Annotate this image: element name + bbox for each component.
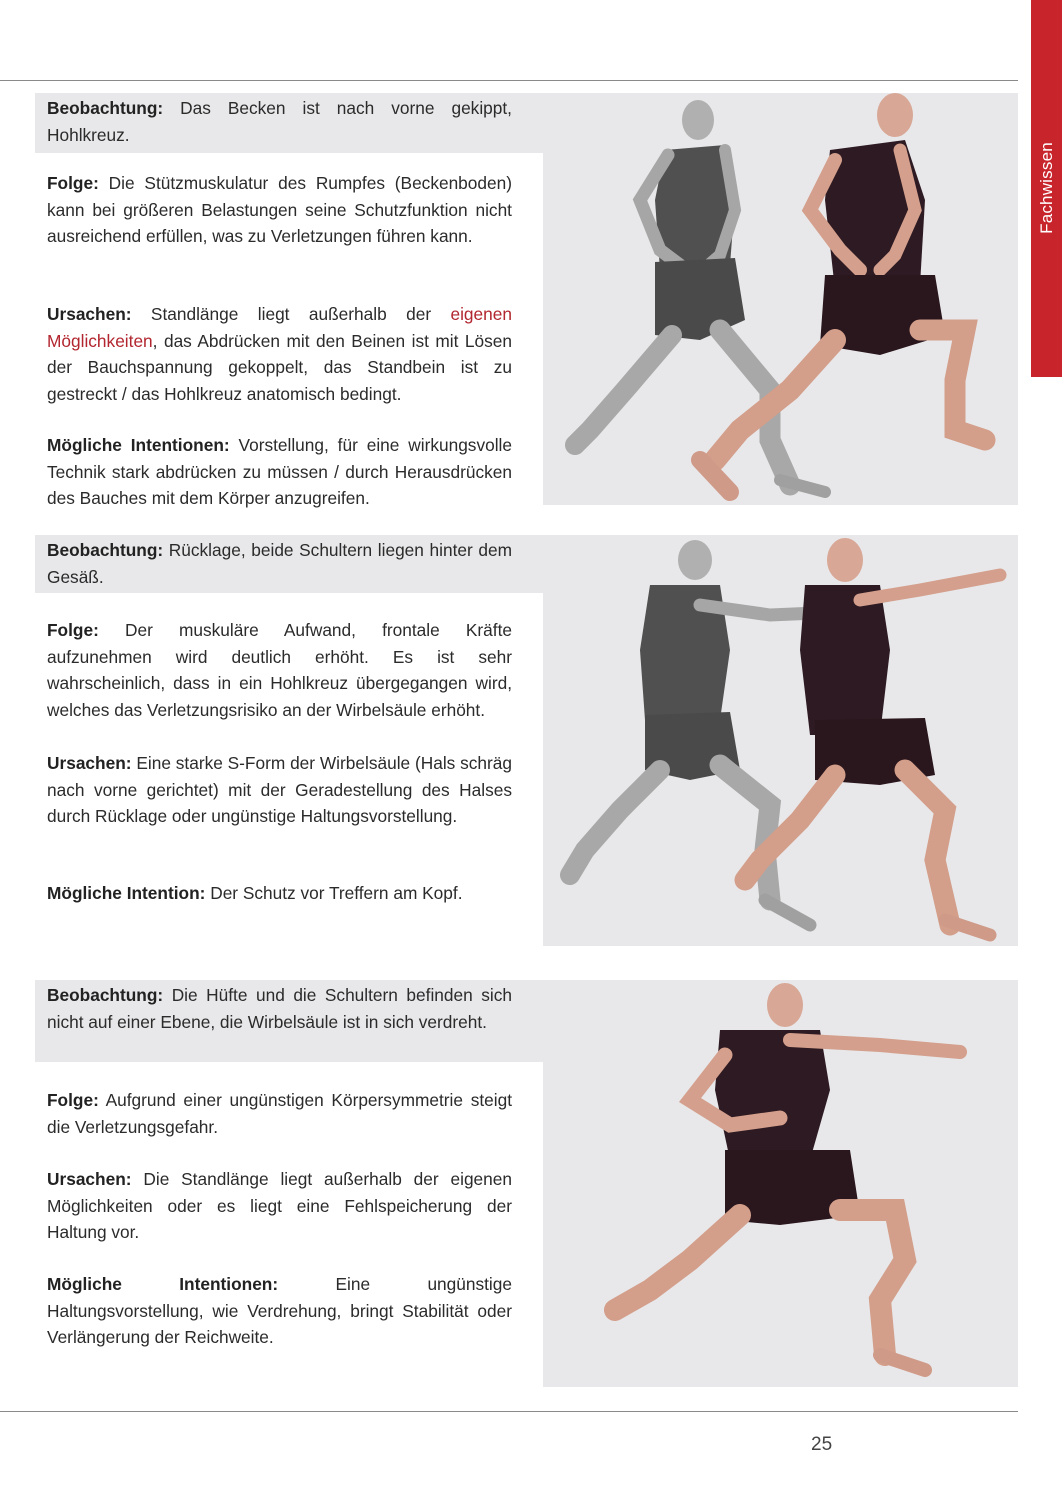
consequence-2-text: Der muskuläre Aufwand, frontale Kräfte aufzunehmen wird deutlich erhöht. Es ist sehr wahrscheinlich, dass in ein Hohlkreuz übergegangen wird, welches das Verletzungsrisiko an der Wirbelsäule erhöht.	[47, 620, 512, 720]
consequence-2-label: Folge:	[47, 620, 99, 640]
page-number: 25	[811, 1434, 833, 1455]
intentions-3	[47, 1271, 512, 1351]
intentions-2-text: Der Schutz vor Treffern am Kopf.	[205, 883, 463, 903]
causes-3-text: Die Standlänge liegt außerhalb der eigenen Möglichkeiten oder es liegt eine Fehlspeicherung der Haltung vor.	[47, 1169, 512, 1242]
consequence-3-label: Folge:	[47, 1090, 99, 1110]
observation-1	[47, 95, 512, 148]
observation-3	[47, 982, 512, 1035]
causes-1-text-before: Standlänge liegt außerhalb der	[131, 304, 451, 324]
intentions-1-text: Vorstellung, für eine wirkungsvolle Technik stark abdrücken zu müssen / durch Herausdrücken des Bauches mit dem Körper anzugreifen.	[47, 435, 512, 508]
chapter-tab-label: Fachwissen	[1036, 142, 1056, 234]
intentions-1-label: Mögliche Intentionen:	[47, 435, 230, 455]
photo-panel-1	[543, 93, 1018, 505]
causes-1-text-after: , das Abdrücken mit den Beinen ist mit Lösen der Bauchspannung gekoppelt, das Standbein ist zu gestreckt / das Hohlkreuz anatomisch bedingt.	[47, 330, 512, 404]
intentions-2-label: Mögliche Intention:	[47, 883, 206, 903]
photo-panel-3	[543, 980, 1018, 1387]
causes-1	[47, 301, 512, 407]
observation-2-label: Beobachtung:	[47, 540, 164, 560]
top-rule	[0, 80, 1018, 81]
observation-1-text: Das Becken ist nach vorne gekippt, Hohlkreuz.	[47, 98, 512, 145]
observation-1-label: Beobachtung:	[47, 98, 164, 118]
bottom-rule	[0, 1411, 1018, 1412]
observation-3-label: Beobachtung:	[47, 985, 164, 1005]
consequence-1-text: Die Stützmuskulatur des Rumpfes (Beckenboden) kann bei größeren Belastungen seine Schutzfunktion nicht ausreichend erfüllen, was zu Verletzungen führen kann.	[47, 173, 512, 246]
chapter-tab	[1031, 0, 1062, 377]
observation-2	[47, 537, 512, 590]
causes-1-label: Ursachen:	[47, 304, 132, 324]
observation-3-text: Die Hüfte und die Schultern befinden sich nicht auf einer Ebene, die Wirbelsäule ist in sich verdreht.	[47, 985, 512, 1032]
causes-2	[47, 750, 512, 830]
causes-2-label: Ursachen:	[47, 753, 132, 773]
consequence-1	[47, 170, 512, 250]
intentions-3-label: Mögliche Intentionen:	[47, 1274, 279, 1294]
intentions-1	[47, 432, 512, 512]
causes-2-text: Eine starke S-Form der Wirbelsäule (Hals schräg nach vorne gerichtet) mit der Geradestellung des Halses durch Rücklage oder ungünstige Haltungsvorstellung.	[47, 753, 512, 826]
intentions-3-text: Eine ungünstige Haltungsvorstellung, wie Verdrehung, bringt Stabilität oder Verlängerung der Reichweite.	[47, 1274, 512, 1347]
causes-3-label: Ursachen:	[47, 1169, 132, 1189]
causes-1-highlight: eigenen Möglichkeiten	[47, 304, 512, 351]
consequence-3	[47, 1087, 512, 1140]
consequence-1-label: Folge:	[47, 173, 99, 193]
causes-3	[47, 1166, 512, 1246]
consequence-3-text: Aufgrund einer ungünstigen Körpersymmetrie steigt die Verletzungsgefahr.	[47, 1090, 512, 1137]
consequence-2	[47, 617, 512, 723]
intentions-2	[47, 880, 512, 907]
observation-2-text: Rücklage, beide Schultern liegen hinter dem Gesäß.	[47, 540, 512, 587]
photo-panel-2	[543, 535, 1018, 946]
